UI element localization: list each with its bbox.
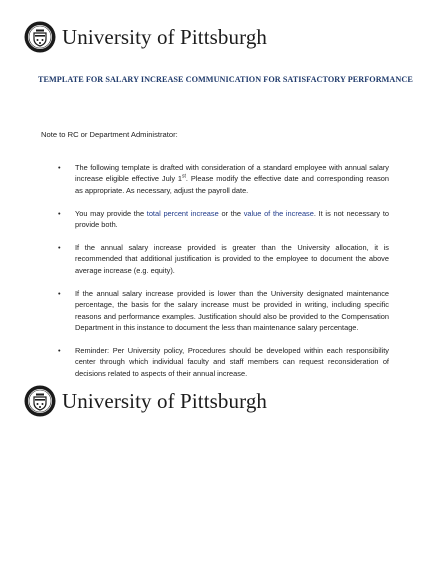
highlight-total-percent: total percent increase xyxy=(146,208,219,218)
university-seal-icon xyxy=(24,385,56,417)
document-title: TEMPLATE FOR SALARY INCREASE COMMUNICATION FOR SATISFACTORY PERFORMANCE xyxy=(38,75,413,84)
bullet-marker: • xyxy=(58,208,61,218)
list-item xyxy=(58,162,389,196)
instruction-list xyxy=(58,162,389,391)
university-seal-icon xyxy=(24,21,56,53)
bullet-text-end: . It is not necessary to provide both. xyxy=(75,208,389,230)
list-item xyxy=(58,288,389,334)
university-name: University of Pittsburgh xyxy=(62,388,268,413)
bullet-marker: • xyxy=(58,345,61,355)
bullet-marker: • xyxy=(58,288,61,298)
bullet-text: If the annual salary increase provided is lower than the University designated maintenance percentage, the basis for the salary increase must be provided in writing, including specific reasons and performance examples. Justification should also be provided to the Compensation Department in this instance to document the less than maintenance salary percentage. xyxy=(75,288,389,332)
highlight-value-increase: value of the increase xyxy=(243,208,314,218)
bullet-text: If the annual salary increase provided is greater than the University allocation, it is recommended that additional justification is provided to the employee to document the above average increase (e.g. equity). xyxy=(75,243,389,275)
footer-logo xyxy=(24,385,267,417)
note-line: Note to RC or Department Administrator: xyxy=(41,130,178,139)
list-item xyxy=(58,242,389,276)
bullet-text-cont: or the xyxy=(218,208,244,218)
bullet-marker: • xyxy=(58,163,61,172)
bullet-text: Reminder: Per University policy, Procedures should be developed within each responsibility center through which individual faculty and staff members can request reconsideration of decisions related to aspects of their annual increase. xyxy=(75,345,389,378)
bullet-text: The following template is drafted with consideration of a standard employee with annual salary increase eligible effective July 1 xyxy=(75,163,389,184)
university-name: University of Pittsburgh xyxy=(62,24,268,49)
list-item xyxy=(58,345,389,379)
header-logo xyxy=(24,21,267,53)
bullet-text: You may provide the xyxy=(75,208,147,218)
bullet-text-cont: . Please modify the effective date and corresponding reason as appropriate. As necessary, adjust the payroll date. xyxy=(75,174,389,195)
ordinal-suffix: st xyxy=(182,173,186,180)
list-item xyxy=(58,208,389,231)
bullet-marker: • xyxy=(58,243,61,253)
